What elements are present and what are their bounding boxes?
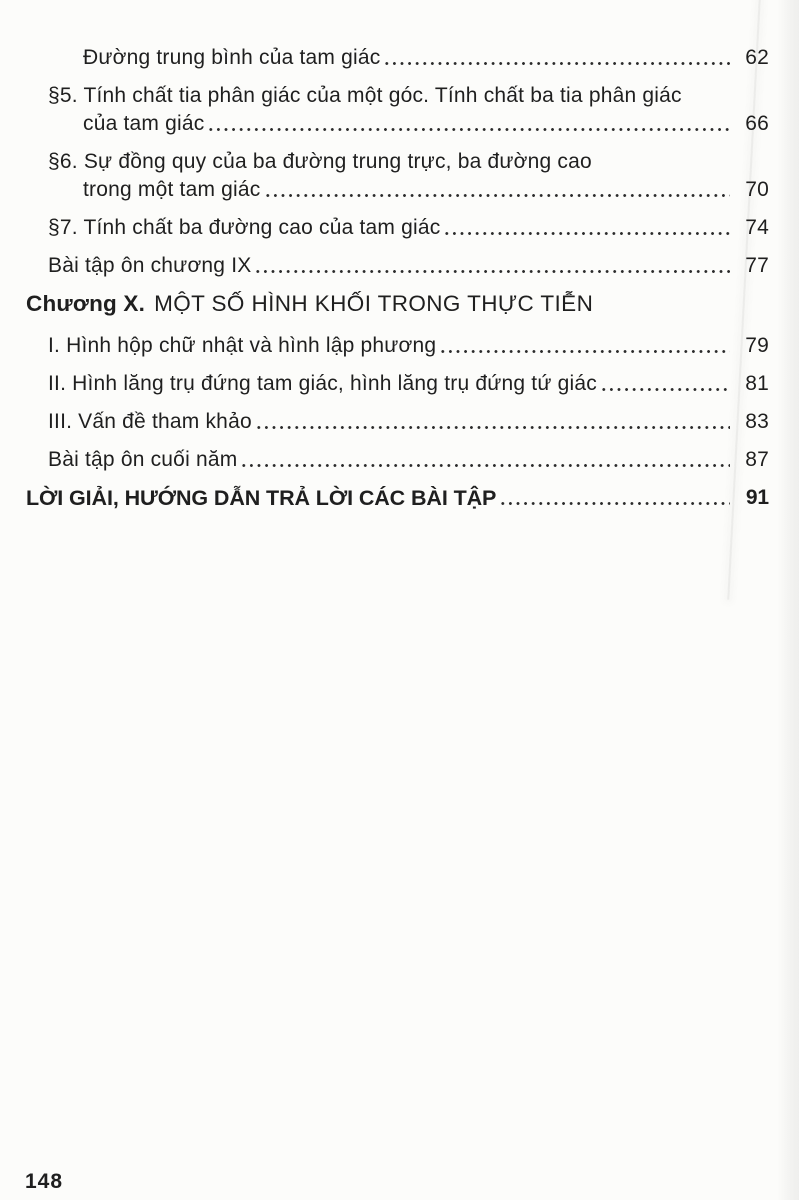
toc-entry-text: I. Hình hộp chữ nhật và hình lập phương bbox=[48, 334, 437, 357]
dot-leader bbox=[600, 370, 730, 398]
chapter-label: Chương X. bbox=[26, 291, 146, 316]
toc-page-number: 91 bbox=[745, 486, 769, 509]
toc-entry bbox=[26, 408, 769, 436]
toc-entry-row bbox=[26, 370, 769, 398]
dot-leader bbox=[264, 176, 730, 204]
toc-page-number: 70 bbox=[745, 178, 769, 201]
folio-page-number: 148 bbox=[25, 1170, 64, 1193]
toc-entry bbox=[26, 214, 769, 242]
dot-leader bbox=[439, 332, 730, 360]
toc-entry-row-continuation bbox=[26, 110, 769, 138]
toc-entry-text: LỜI GIẢI, HƯỚNG DẪN TRẢ LỜI CÁC BÀI TẬP bbox=[26, 486, 497, 510]
toc-page-number: 87 bbox=[745, 448, 769, 471]
toc-page-number: 79 bbox=[745, 334, 769, 357]
toc-page-number: 77 bbox=[745, 254, 769, 277]
toc-entry-text: II. Hình lăng trụ đứng tam giác, hình lăng trụ đứng tứ giác bbox=[48, 372, 597, 395]
toc-entry-row bbox=[26, 446, 769, 474]
toc-entry-bold bbox=[26, 484, 769, 512]
dot-leader bbox=[383, 44, 730, 72]
toc-entry-text: của tam giác bbox=[83, 112, 205, 135]
toc-entry-text: §6. Sự đồng quy của ba đường trung trực, ba đường cao bbox=[48, 150, 592, 173]
toc-page-number: 83 bbox=[745, 410, 769, 433]
toc-page-number: 81 bbox=[745, 372, 769, 395]
toc-entry-row bbox=[26, 44, 769, 72]
toc-entry bbox=[26, 82, 769, 138]
toc-entry-row bbox=[26, 484, 769, 512]
toc-entry-text: §5. Tính chất tia phân giác của một góc. Tính chất ba tia phân giác bbox=[48, 84, 682, 107]
toc-entry-row bbox=[26, 408, 769, 436]
toc-entry-text: Bài tập ôn chương IX bbox=[48, 254, 252, 277]
toc-page-number: 66 bbox=[745, 112, 769, 135]
chapter-heading bbox=[26, 290, 769, 318]
toc-page-number: 62 bbox=[745, 46, 769, 69]
toc-entry bbox=[26, 446, 769, 474]
toc-entry-row bbox=[26, 214, 769, 242]
toc-entry-text: Đường trung bình của tam giác bbox=[83, 46, 381, 69]
toc-entry bbox=[26, 370, 769, 398]
toc-entry bbox=[26, 148, 769, 204]
toc-entry-row bbox=[26, 148, 769, 176]
chapter-heading-row bbox=[26, 290, 769, 318]
toc-entry-text: Bài tập ôn cuối năm bbox=[48, 448, 238, 471]
dot-leader bbox=[499, 484, 730, 512]
dot-leader bbox=[443, 214, 730, 242]
toc-entry-row-continuation bbox=[26, 176, 769, 204]
dot-leader bbox=[254, 252, 730, 280]
toc-entry bbox=[26, 332, 769, 360]
toc-page-number: 74 bbox=[745, 216, 769, 239]
toc-entry-row bbox=[26, 252, 769, 280]
toc-entry-row bbox=[26, 332, 769, 360]
toc-entry-text: trong một tam giác bbox=[83, 178, 261, 201]
chapter-title: MỘT SỐ HÌNH KHỐI TRONG THỰC TIỄN bbox=[154, 291, 594, 316]
table-of-contents bbox=[26, 44, 769, 522]
toc-entry bbox=[26, 44, 769, 72]
dot-leader bbox=[207, 110, 730, 138]
toc-entry bbox=[26, 252, 769, 280]
dot-leader bbox=[240, 446, 730, 474]
dot-leader bbox=[255, 408, 730, 436]
toc-entry-text: §7. Tính chất ba đường cao của tam giác bbox=[48, 216, 441, 239]
toc-entry-text: III. Vấn đề tham khảo bbox=[48, 410, 252, 433]
toc-entry-row bbox=[26, 82, 769, 110]
